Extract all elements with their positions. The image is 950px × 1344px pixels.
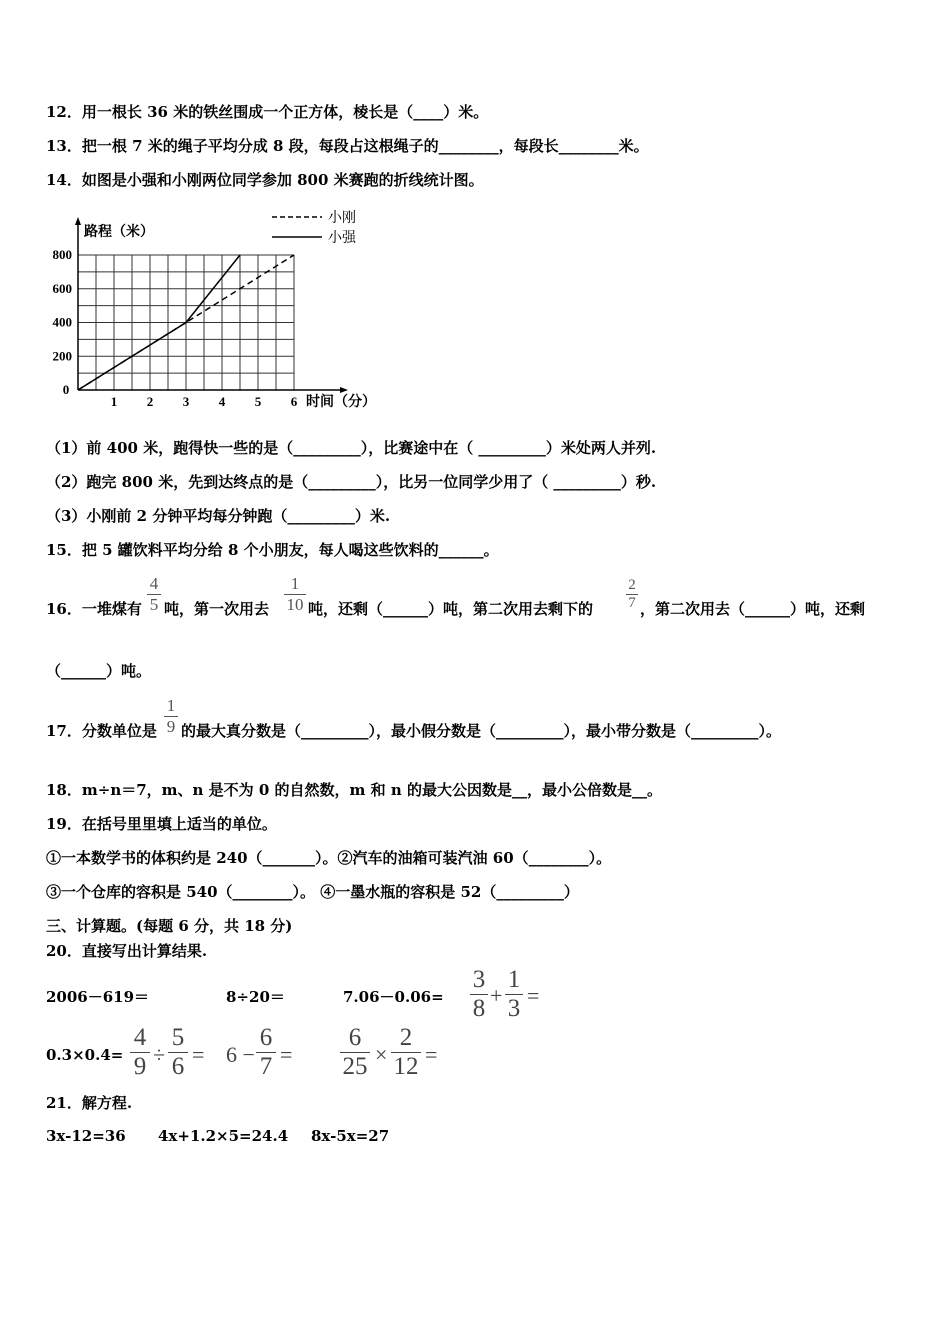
calc-7-prefix: 6 − [226, 1042, 255, 1067]
fraction-2-7: 2 7 [626, 578, 638, 611]
question-21: 21．解方程. [46, 1094, 133, 1112]
race-line-chart [40, 195, 400, 420]
calc-4-equals: = [527, 983, 540, 1008]
y-tick-label: 400 [52, 314, 72, 330]
question-16-text-4: ，第二次用去（______）吨，还剩 [640, 600, 866, 618]
calc-expr-3: 7.06－0.06= [343, 988, 444, 1006]
equation-3: 8x-5x=27 [311, 1127, 390, 1145]
question-14-part-3: （3）小刚前 2 分钟平均每分钟跑（_________）米. [46, 507, 391, 525]
calc-8-equals: = [425, 1042, 438, 1067]
section-3-heading: 三、计算题。(每题 6 分，共 18 分) [46, 917, 293, 935]
question-19: 19．在括号里里填上适当的单位。 [46, 815, 277, 833]
question-19-a: ①一本数学书的体积约是 240（_______）。②汽车的油箱可装汽油 60（________）。 [46, 849, 612, 867]
x-tick-label: 6 [290, 394, 298, 409]
calc-4-operator: + [490, 983, 503, 1008]
question-15: 15．把 5 罐饮料平均分给 8 个小朋友，每人喝这些饮料的______。 [46, 541, 499, 559]
question-14: 14．如图是小强和小刚两位同学参加 800 米赛跑的折线统计图。 [46, 171, 484, 189]
y-tick-label: 600 [52, 280, 72, 296]
calc-7-equals: = [280, 1042, 293, 1067]
x-tick-label: 0 [62, 382, 70, 397]
x-axis-label: 时间（分） [306, 395, 376, 410]
x-tick-label: 4 [218, 394, 226, 409]
question-16-text-3: 吨，还剩（______）吨，第二次用去剩下的 [308, 600, 594, 618]
chart-legend [272, 209, 357, 246]
calc-6-fraction-a: 4 9 [130, 1026, 150, 1079]
x-axis-arrow [340, 387, 348, 393]
legend-label-小强: 小强 [328, 231, 356, 246]
y-axis-arrow [75, 217, 81, 225]
question-18: 18．m÷n＝7，m、n 是不为 0 的自然数，m 和 n 的最大公因数是__，最小公倍数是__。 [46, 781, 662, 799]
calc-6-equals: = [192, 1042, 205, 1067]
chart-labels [53, 223, 377, 410]
x-tick-label: 1 [110, 394, 118, 409]
calc-8-operator: × [375, 1042, 388, 1067]
x-tick-label: 3 [182, 394, 190, 409]
calc-4-fraction-a: 3 8 [470, 968, 488, 1021]
fraction-1-9: 1 9 [164, 697, 178, 736]
fraction-4-5: 4 5 [147, 575, 161, 614]
question-19-b: ③一个仓库的容积是 540（________）。 ④一墨水瓶的容积是 52（_________） [46, 883, 579, 901]
question-12: 12．用一根长 36 米的铁丝围成一个正方体，棱长是（____）米。 [46, 103, 489, 121]
calc-expr-1: 2006－619＝ [46, 988, 150, 1006]
x-tick-label: 5 [254, 394, 262, 409]
equation-2: 4x+1.2×5=24.4 [158, 1127, 289, 1145]
question-16-line-2: （______）吨。 [46, 662, 152, 680]
y-tick-label: 200 [52, 348, 72, 364]
question-13: 13．把一根 7 米的绳子平均分成 8 段，每段占这根绳子的________，每段长________米。 [46, 137, 649, 155]
question-17-text-2: 的最大真分数是（_________），最小假分数是（_________），最小带分数是（_________）。 [181, 722, 782, 740]
calc-6-operator: ÷ [153, 1042, 166, 1067]
y-tick-label: 800 [52, 247, 72, 262]
y-axis-label: 路程（米） [84, 225, 154, 240]
question-20: 20．直接写出计算结果. [46, 942, 208, 960]
calc-8-fraction-a: 6 25 [340, 1026, 370, 1079]
calc-7-fraction: 6 7 [256, 1026, 276, 1079]
calc-6-fraction-b: 5 6 [168, 1026, 188, 1079]
question-17-text-1: 17．分数单位是 [46, 722, 157, 740]
equation-1: 3x-12=36 [46, 1127, 126, 1145]
x-tick-label: 2 [146, 394, 154, 409]
calc-8-fraction-b: 2 12 [391, 1026, 421, 1079]
calc-expr-5: 0.3×0.4= [46, 1046, 124, 1064]
question-14-part-1: （1）前 400 米，跑得快一些的是（_________），比赛途中在（ _________）米处两人并列. [46, 439, 657, 457]
calc-expr-2: 8÷20＝ [226, 988, 285, 1006]
fraction-1-10: 1 10 [284, 575, 306, 614]
question-16-text-2: 吨，第一次用去 [164, 600, 270, 618]
question-16-text-1: 16．一堆煤有 [46, 600, 142, 618]
calc-4-fraction-b: 1 3 [505, 968, 523, 1021]
legend-label-小刚: 小刚 [328, 211, 356, 226]
question-14-part-2: （2）跑完 800 米，先到达终点的是（_________），比另一位同学少用了（ _________）秒. [46, 473, 657, 491]
